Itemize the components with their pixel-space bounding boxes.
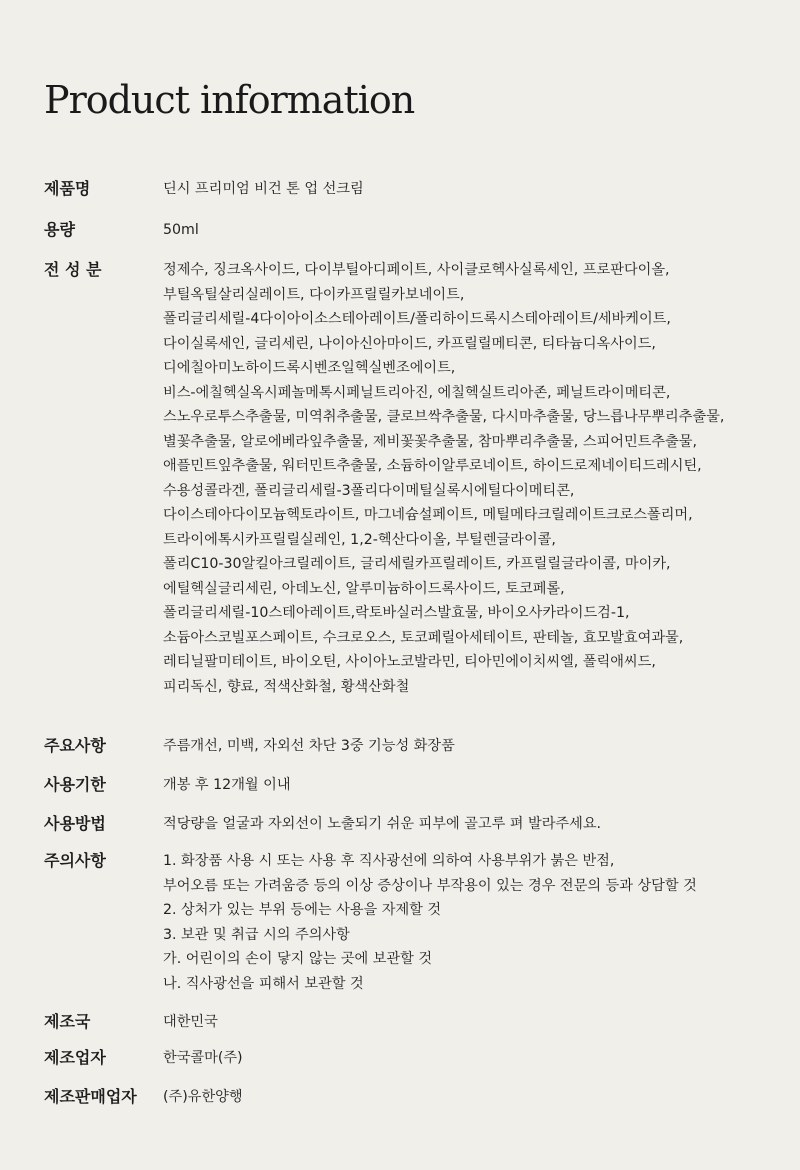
cautions-line: 1. 화장품 사용 시 또는 사용 후 직사광선에 의하여 사용부위가 붉은 반점, <box>163 853 615 869</box>
ingredients-line: 디에칠아미노하이드록시벤조일헥실벤조에이트, <box>163 360 456 376</box>
ingredients-line: 애플민트잎추출물, 워터민트추출물, 소듐하이알루로네이트, 하이드로제네이티드레시틴, <box>163 458 702 474</box>
main-features-label: 주요사항 <box>44 736 106 755</box>
manufacturer-value: 한국콜마(주) <box>163 1050 243 1066</box>
ingredients-line: 에틸헥실글리세린, 아데노신, 알루미늄하이드록사이드, 토코페롤, <box>163 580 565 597</box>
manufacturer-label: 제조업자 <box>44 1048 106 1067</box>
cautions-line: 부어오름 또는 가려움증 등의 이상 증상이나 부작용이 있는 경우 전문의 등과 상담할 것 <box>163 877 697 894</box>
volume-label: 용량 <box>44 220 75 239</box>
ingredients-line: 다이스테아다이모늄헥토라이트, 마그네슘설페이트, 메틸메타크릴레이트크로스폴리머, <box>163 507 693 523</box>
product-name-value: 딘시 프리미엄 비건 톤 업 선크림 <box>163 181 364 197</box>
cautions-line: 가. 어린이의 손이 닿지 않는 곳에 보관할 것 <box>163 951 433 967</box>
usage-value: 적당량을 얼굴과 자외선이 노출되기 쉬운 피부에 골고루 펴 발라주세요. <box>163 816 602 832</box>
ingredients-line: 트라이에톡시카프릴릴실레인, 1,2-헥산다이올, 부틸렌글라이콜, <box>163 531 556 548</box>
ingredients-line: 폴리글리세릴-4다이아이소스테아레이트/폴리하이드록시스테아레이트/세바케이트, <box>163 311 671 327</box>
ingredients-line: 정제수, 징크옥사이드, 다이부틸아디페이트, 사이클로헥사실록세인, 프로판다이올, <box>163 262 670 278</box>
ingredients-line: 다이실록세인, 글리세린, 나이아신아마이드, 카프릴릴메티콘, 티타늄디옥사이드, <box>163 335 656 352</box>
ingredients-line: 폴리글리세릴-10스테아레이트,락토바실러스발효물, 바이오사카라이드검-1, <box>163 605 630 621</box>
usage-label: 사용방법 <box>44 814 106 833</box>
country-label: 제조국 <box>44 1012 91 1031</box>
ingredients-line: 별꽃추출물, 알로에베라잎추출물, 제비꽃꽃추출물, 참마뿌리추출물, 스피어민트추출물, <box>163 433 697 450</box>
cautions-line: 2. 상처가 있는 부위 등에는 사용을 자제할 것 <box>163 902 442 918</box>
expiry-value: 개봉 후 12개월 이내 <box>163 777 291 793</box>
ingredients-line: 비스-에칠헥실옥시페놀메톡시페닐트리아진, 에칠헥실트리아존, 페닐트라이메티콘, <box>163 384 671 401</box>
cautions-value <box>163 849 783 996</box>
expiry-label: 사용기한 <box>44 775 106 794</box>
ingredients-line: 부틸옥틸살리실레이트, 다이카프릴릴카보네이트, <box>163 286 465 303</box>
ingredients-line: 피리독신, 향료, 적색산화철, 황색산화철 <box>163 678 410 695</box>
ingredients-value <box>163 258 783 699</box>
ingredients-line: 레티닐팔미테이트, 바이오틴, 사이아노코발라민, 티아민에이치씨엘, 폴릭애씨드, <box>163 654 656 670</box>
ingredients-line: 폴리C10-30알킬아크릴레이트, 글리세릴카프릴레이트, 카프릴릴글라이콜, 마이카, <box>163 556 671 572</box>
ingredients-line: 수용성콜라겐, 폴리글리세릴-3폴리다이메틸실록시에틸다이메티콘, <box>163 482 575 499</box>
distributor-label: 제조판매업자 <box>44 1087 137 1106</box>
cautions-label: 주의사항 <box>44 851 106 870</box>
country-value: 대한민국 <box>163 1014 218 1030</box>
cautions-line: 나. 직사광선을 피해서 보관할 것 <box>163 975 364 992</box>
distributor-value: (주)유한양행 <box>163 1089 243 1105</box>
main-features-value: 주름개선, 미백, 자외선 차단 3중 기능성 화장품 <box>163 738 455 754</box>
volume-value: 50ml <box>163 222 199 238</box>
product-name-label: 제품명 <box>44 179 91 198</box>
page-title: Product information <box>44 78 415 122</box>
ingredients-line: 스노우로투스추출물, 미역취추출물, 클로브싹추출물, 다시마추출물, 당느릅나무뿌리추출물, <box>163 409 725 425</box>
ingredients-line: 소듐아스코빌포스페이트, 수크로오스, 토코페릴아세테이트, 판테놀, 효모발효여과물, <box>163 629 684 646</box>
ingredients-label: 전 성 분 <box>44 260 102 279</box>
cautions-line: 3. 보관 및 취급 시의 주의사항 <box>163 926 350 943</box>
